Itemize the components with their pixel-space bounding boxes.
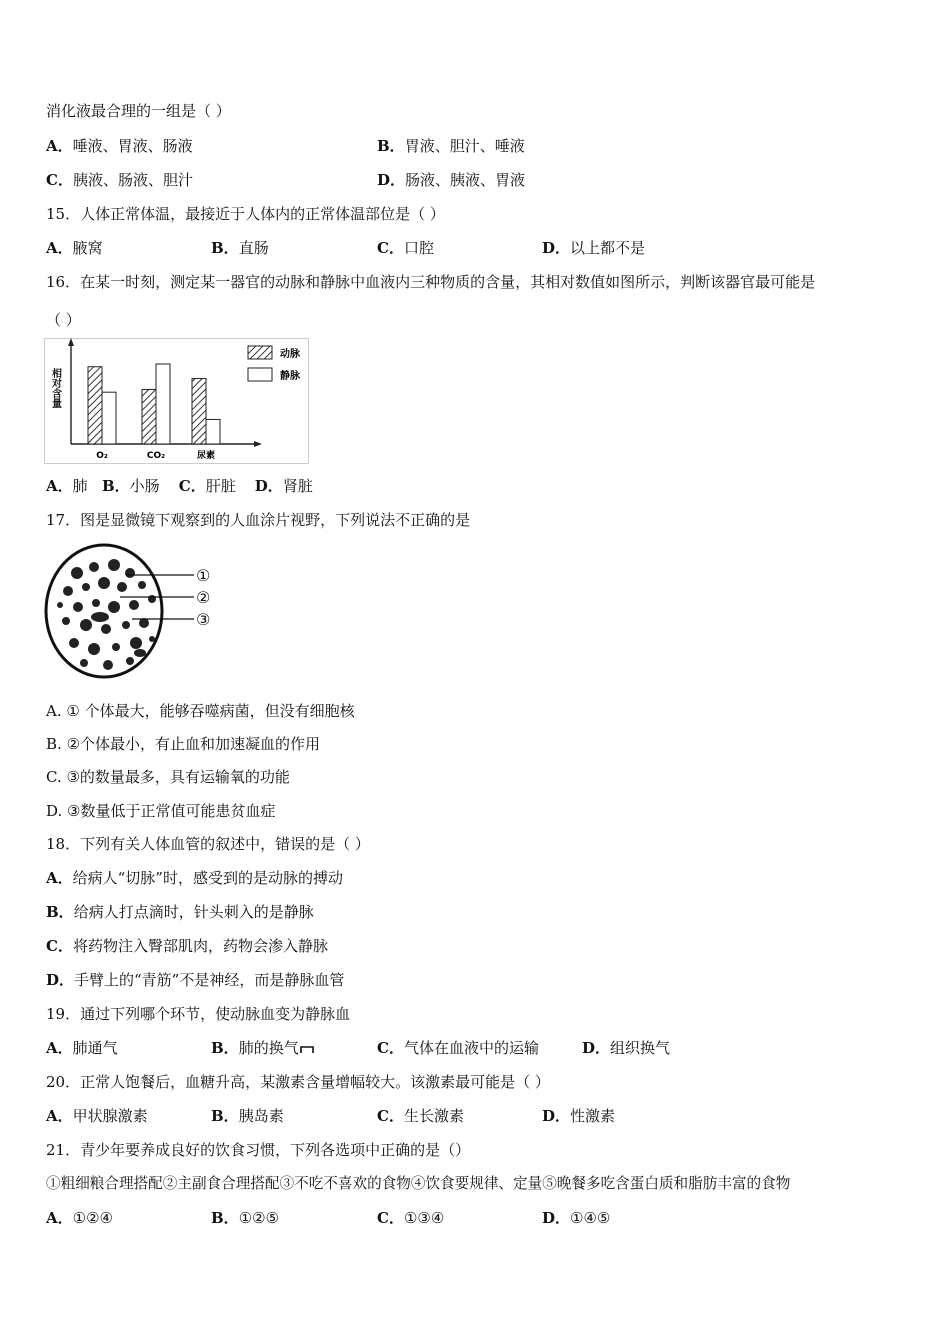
option-letter: D．: [542, 239, 571, 257]
label-3: ③: [196, 610, 211, 629]
option-letter: C．: [46, 937, 73, 955]
bar-vein-0: [102, 392, 116, 444]
option-text: ②个体最小，有止血和加速凝血的作用: [66, 735, 321, 753]
q15-stem: 15．人体正常体温，最接近于人体内的正常体温部位是（ ）: [46, 205, 445, 223]
scan-artifact-icon: [299, 1041, 315, 1055]
q21-option-c[interactable]: [377, 1208, 444, 1228]
x-tick-label-1: CO₂: [146, 451, 166, 461]
q19-option-c[interactable]: [377, 1038, 539, 1058]
option-text: 甲状腺激素: [72, 1107, 148, 1125]
q20-option-c[interactable]: [377, 1106, 464, 1126]
q17-option-c[interactable]: [46, 767, 290, 787]
bar-vein-1: [156, 364, 170, 444]
option-letter: D．: [377, 171, 406, 189]
option-text: 胰岛素: [238, 1107, 284, 1125]
q20-option-a[interactable]: [46, 1106, 148, 1126]
option-text: ③数量低于正常值可能患贫血症: [67, 802, 276, 820]
q21-option-d[interactable]: [542, 1208, 610, 1228]
option-letter: B．: [211, 1107, 239, 1125]
q18-option-d[interactable]: [46, 970, 344, 990]
bar-artery-1: [142, 389, 156, 444]
option-text: ①②④: [72, 1209, 113, 1227]
q16-option-b[interactable]: B．小肠: [101, 477, 160, 495]
option-text: 胰液、肠液、胆汁: [72, 171, 193, 189]
label-1: ①: [196, 566, 211, 585]
option-letter: C．: [377, 239, 404, 257]
option-text: ①③④: [403, 1209, 445, 1227]
q18-option-c[interactable]: [46, 936, 328, 956]
option-text: ①④⑤: [570, 1209, 611, 1227]
q21-stem: 21．青少年要养成良好的饮食习惯，下列各选项中正确的是（）: [46, 1141, 471, 1159]
q21-option-b[interactable]: [211, 1208, 279, 1228]
option-letter: D．: [46, 971, 75, 989]
option-text: 生长激素: [403, 1107, 464, 1125]
option-text: 组织换气: [610, 1039, 671, 1057]
q20-stem: 20．正常人饱餐后，血糖升高，某激素含量增幅较大。该激素最可能是（ ）: [46, 1073, 550, 1091]
option-letter: C．: [377, 1209, 404, 1227]
q19-option-d[interactable]: [582, 1038, 670, 1058]
q14-option-d[interactable]: [377, 170, 525, 190]
option-text: 唾液、胃液、肠液: [72, 137, 193, 155]
bar-artery-0: [88, 367, 102, 444]
microscope-field: [46, 545, 162, 677]
option-letter: A．: [46, 869, 73, 887]
q21-statements: ①粗细粮合理搭配②主副食合理搭配③不吃不喜欢的食物④饮食要规律、定量⑤晚餐多吃含蛋白质和脂肪丰富的食物: [46, 1175, 791, 1192]
option-text: 胃液、胆汁、唾液: [404, 137, 525, 155]
q14-stem: 消化液最合理的一组是（ ）: [46, 102, 231, 120]
q21-option-a[interactable]: [46, 1208, 113, 1228]
legend-label-0: 动脉: [280, 349, 300, 360]
q18-option-a[interactable]: [46, 868, 343, 888]
q17-option-b[interactable]: [46, 734, 320, 754]
option-letter: B．: [377, 137, 405, 155]
option-text: ③的数量最多，具有运输氧的功能: [66, 768, 290, 786]
option-letter: A．: [46, 1209, 73, 1227]
option-text: 将药物注入臀部肌肉，药物会渗入静脉: [72, 937, 328, 955]
option-letter: B．: [211, 239, 239, 257]
legend: [248, 346, 301, 382]
q15-option-d[interactable]: [542, 238, 645, 258]
q15-option-c[interactable]: [377, 238, 434, 258]
option-letter: C．: [377, 1039, 404, 1057]
option-text: ① 个体最大，能够吞噬病菌，但没有细胞核: [66, 702, 355, 720]
q19-option-b[interactable]: [211, 1038, 315, 1058]
option-text: 肠液、胰液、胃液: [405, 171, 526, 189]
option-letter: C.: [46, 768, 67, 786]
q15-option-a[interactable]: [46, 238, 103, 258]
q16-option-c[interactable]: C．肝脏: [178, 477, 236, 495]
bar-vein-2: [206, 419, 220, 444]
q16-options: [46, 476, 313, 496]
q14-option-c[interactable]: [46, 170, 193, 190]
option-text: 性激素: [570, 1107, 616, 1125]
option-letter: C．: [46, 171, 73, 189]
q18-option-b[interactable]: [46, 902, 314, 922]
option-letter: B.: [46, 735, 67, 753]
option-letter: A．: [46, 239, 73, 257]
option-letter: D．: [542, 1209, 571, 1227]
label-2: ②: [196, 588, 211, 607]
q16-stem: 16．在某一时刻，测定某一器官的动脉和静脉中血液内三种物质的含量，其相对数值如图所示，判断该器官最可能是: [46, 273, 816, 291]
option-letter: C．: [377, 1107, 404, 1125]
q14-option-a[interactable]: [46, 136, 193, 156]
option-text: 给病人打点滴时，针头刺入的是静脉: [73, 903, 314, 921]
option-letter: D．: [542, 1107, 571, 1125]
option-letter: B．: [46, 903, 74, 921]
q15-option-b[interactable]: [211, 238, 269, 258]
q17-stem: 17．图是显微镜下观察到的人血涂片视野，下列说法不正确的是: [46, 511, 471, 529]
option-text: 腋窝: [72, 239, 103, 257]
q16-stem-cont: （ ）: [46, 311, 81, 329]
option-text: 直肠: [238, 239, 269, 257]
q17-option-a[interactable]: [46, 701, 355, 721]
q16-option-d[interactable]: D．肾脏: [254, 477, 313, 495]
y-axis-arrow: [68, 338, 74, 346]
option-text: 以上都不是: [570, 239, 646, 257]
legend-swatch-0: [248, 346, 272, 359]
option-text: 肺的换气: [238, 1039, 299, 1057]
q16-option-a[interactable]: A．肺: [46, 477, 88, 495]
option-text: 肺通气: [72, 1039, 118, 1057]
q18-stem: 18．下列有关人体血管的叙述中，错误的是（ ）: [46, 835, 370, 853]
option-letter: D．: [582, 1039, 611, 1057]
y-axis-label: 相对含量: [49, 368, 61, 408]
option-text: 口腔: [403, 239, 434, 257]
q19-option-a[interactable]: [46, 1038, 118, 1058]
q16-bar-chart: [44, 338, 310, 464]
option-letter: B．: [211, 1209, 239, 1227]
blood-smear-figure: [44, 543, 219, 680]
option-letter: A．: [46, 1039, 73, 1057]
q17-option-d[interactable]: [46, 801, 275, 821]
q20-option-d[interactable]: [542, 1106, 615, 1126]
x-axis-arrow: [254, 441, 262, 447]
q20-option-b[interactable]: [211, 1106, 284, 1126]
option-letter: D.: [46, 802, 68, 820]
option-text: ①②⑤: [238, 1209, 280, 1227]
option-text: 气体在血液中的运输: [403, 1039, 539, 1057]
q19-stem: 19．通过下列哪个环节，使动脉血变为静脉血: [46, 1005, 351, 1023]
option-letter: A．: [46, 1107, 73, 1125]
bar-artery-2: [192, 379, 206, 444]
option-text: 给病人“切脉”时，感受到的是动脉的搏动: [72, 869, 343, 887]
option-text: 手臂上的“青筋”不是神经，而是静脉血管: [74, 971, 345, 989]
x-tick-label-2: 尿素: [196, 451, 216, 461]
x-tick-label-0: O₂: [96, 451, 108, 461]
legend-swatch-1: [248, 368, 272, 381]
option-letter: A．: [46, 137, 73, 155]
option-letter: B．: [211, 1039, 239, 1057]
option-letter: A.: [46, 702, 67, 720]
q14-option-b[interactable]: [377, 136, 525, 156]
legend-label-1: 静脉: [280, 371, 300, 382]
